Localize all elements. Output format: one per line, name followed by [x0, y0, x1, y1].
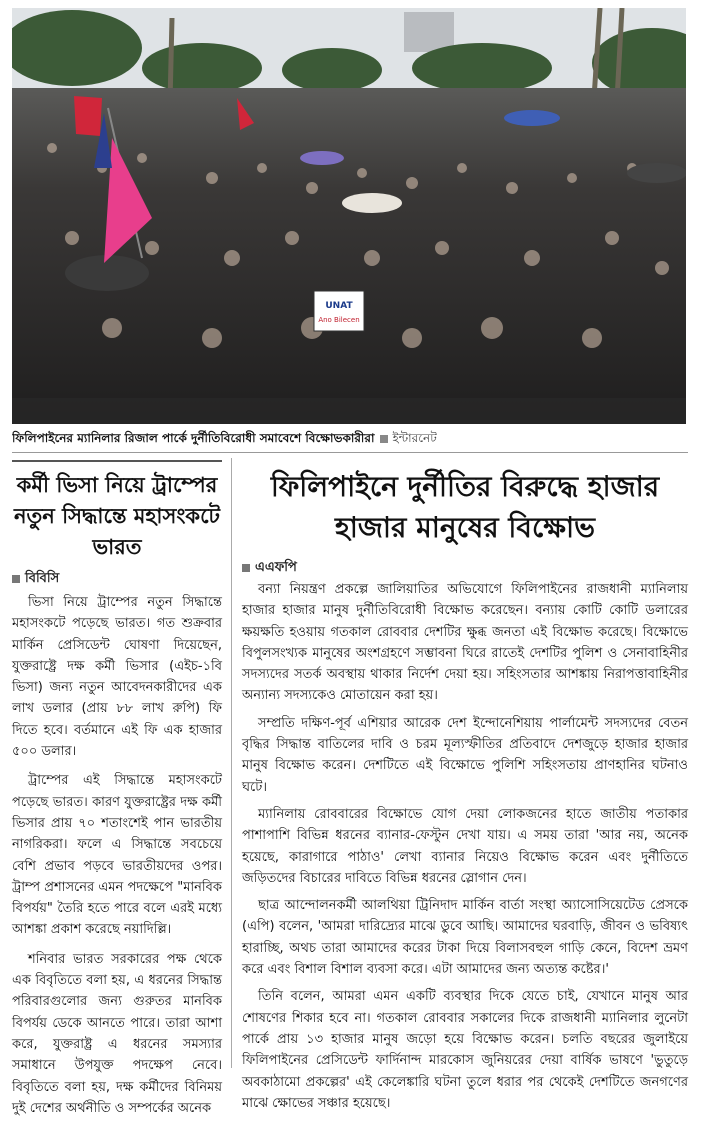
left-source-label: বিবিসি: [25, 571, 60, 586]
left-paragraph: ভিসা নিয়ে ট্রাম্পের নতুন সিদ্ধান্তে মহাসংকটে পড়েছে ভারত। গত শুক্রবার মার্কিন প্রেসিডেন্ট ঘোষণা দিয়েছেন, যুক্তরাষ্ট্রে দক্ষ কর্মী ভিসার (এইচ-১বি ভিসা) জন্য নতুন আবেদনকারীদের এক লাখ ডলার (প্রায় ৮৮ লাখ রুপি) ফি দিতে হবে। বর্তমানে এই ফি এক হাজার ৫০০ ডলার।: [12, 595, 222, 760]
protest-sign: [314, 291, 364, 331]
left-paragraph: ট্রাম্পের এই সিদ্ধান্তে মহাসংকটে পড়েছে ভারত। কারণ যুক্তরাষ্ট্রের দক্ষ কর্মী ভিসার প্রায় ৭০ শতাংশেই পান ভারতীয় নাগরিকরা। ফলে এ সিদ্ধান্তে সবচেয়ে বেশি প্রভাব পড়বে ভারতীয়দের ওপর। ট্রাম্প প্রশাসনের এমন পদক্ষেপে "মানবিক বিপর্যয়" তৈরি হতে পারে বলে এরই মধ্যে আশঙ্কা প্রকাশ করেছে নয়াদিল্লি।: [12, 773, 222, 938]
column-divider: [231, 458, 232, 1068]
right-paragraph: সম্প্রতি দক্ষিণ-পূর্ব এশিয়ার আরেক দেশ ইন্দোনেশিয়ায় পার্লামেন্ট সদস্যদের বেতন বৃদ্ধির সিদ্ধান্ত বাতিলের দাবি ও চরম মূল্যস্ফীতির প্রতিবাদে দেশজুড়ে হাজার হাজার মানুষ বিক্ষোভ করেন। দেশটিতে এই বিক্ষোভে পুলিশি সহিংসতায় প্রাণহানির ঘটনাও ঘটে।: [242, 715, 688, 795]
right-headline: ফিলিপাইনে দুর্নীতির বিরুদ্ধে হাজার হাজার মানুষের বিক্ষোভ: [270, 470, 660, 544]
right-source-label: এএফপি: [255, 560, 297, 575]
sign-text-1: UNAT: [325, 301, 353, 311]
right-paragraph: তিনি বলেন, আমরা এমন একটি ব্যবস্থার দিকে যেতে চাই, যেখানে মানুষ আর শোষণের শিকার হবে না। গতকাল রোববার সকালের দিকে রাজধানী ম্যানিলার লুনেটা পার্কে প্রায় ১৩ হাজার মানুষ জড়ো হয়ে বিক্ষোভ করেন। চলতি বছরের জুলাইয়ে ফিলিপাইনের প্রেসিডেন্ট ফার্দিনান্দ মারকোস জুনিয়রের দেয়া বার্ষিক ভাষণে 'ভুতুড়ে অবকাঠামো প্রকল্পের' এই কেলেঙ্কারি ঘটনা তুলে ধরার পর থেকেই দেশটিতে জনগণের মাঝে ক্ষোভের সঞ্চার হয়েছে।: [242, 989, 688, 1111]
left-headline: কর্মী ভিসা নিয়ে ট্রাম্পের নতুন সিদ্ধান্তে মহাসংকটে ভারত: [14, 473, 220, 559]
right-paragraph: ছাত্র আন্দোলনকর্মী আলথিয়া ট্রিনিদাদ মার্কিন বার্তা সংস্থা অ্যাসোসিয়েটেড প্রেসকে (এপি) বলেন, 'আমরা দারিদ্র্যের মাঝে ডুবে আছি। আমাদের ঘরবাড়ি, জীবন ও ভবিষ্যৎ হারাচ্ছি, অথচ তারা আমাদের করের টাকা দিয়ে বিলাসবহুল গাড়ি কেনে, বিদেশ ভ্রমণ করে এবং বিশাল বিশাল ব্যবসা করে। এটা আমাদের জন্য অত্যন্ত কষ্টের।': [242, 898, 688, 978]
sign-text-2: Ano Bilecen: [318, 316, 360, 324]
caption-text: ফিলিপাইনের ম্যানিলার রিজাল পার্কে দুর্নীতিবিরোধী সমাবেশে বিক্ষোভকারীরা: [12, 431, 375, 445]
right-article: [242, 466, 688, 1120]
caption-credit: ইন্টারনেট: [392, 431, 437, 445]
right-source: [242, 558, 688, 579]
caption-square-icon: [380, 435, 388, 443]
bullet-icon: [12, 575, 20, 583]
left-article: [12, 470, 222, 1127]
bullet-icon: [242, 564, 250, 572]
protest-photo: [12, 8, 686, 424]
left-column-rule: [12, 460, 222, 462]
right-paragraph: বন্যা নিয়ন্ত্রণ প্রকল্পে জালিয়াতির অভিযোগে ফিলিপাইনের রাজধানী ম্যানিলায় হাজার হাজার মানুষ দুর্নীতিবিরোধী বিক্ষোভ করেছেন। বন্যায় কোটি কোটি ডলারের ক্ষয়ক্ষতি হওয়ায় গতকাল রোববার দেশটির ক্ষুব্ধ জনতা এই বিক্ষোভ করেছে। বিক্ষোভে বিপুলসংখ্যক মানুষের অংশগ্রহণে সম্ভাবনা ঘিরে রাতেই দেশটির পুলিশ ও সেনাবাহিনীর সদস্যদের সতর্ক অবস্থায় থাকার নির্দেশ দেয়া হয়। সহিংসতার আশঙ্কায় নিরাপত্তাবাহিনীর অন্যান্য সদস্যকেও মোতায়েন করা হয়।: [242, 582, 688, 704]
right-paragraph: ম্যানিলায় রোববারের বিক্ষোভে যোগ দেয়া লোকজনের হাতে জাতীয় পতাকার পাশাপাশি বিভিন্ন ধরনের ব্যানার-ফেস্টুন দেখা যায়। এ সময় তারা 'আর নয়, অনেক হয়েছে, কারাগারে পাঠাও' লেখা ব্যানার নিয়েও বিক্ষোভ করেন এবং দুর্নীতিতে জড়িতদের বিচারের দাবিতে বিভিন্ন ধরনের স্লোগান দেন।: [242, 806, 688, 886]
divider: [12, 452, 688, 453]
left-source: [12, 569, 222, 590]
left-paragraph: শনিবার ভারত সরকারের পক্ষ থেকে এক বিবৃতিতে বলা হয়, এ ধরনের সিদ্ধান্ত পরিবারগুলোর জন্য গুরুতর মানবিক বিপর্যয় ডেকে আনতে পারে। তারা আশা করে, যুক্তরাষ্ট্র এ ধরনের সমস্যার সমাধানে উপযুক্ত পদক্ষেপ নেবে। বিবৃতিতে বলা হয়, দক্ষ কর্মীদের বিনিময় দুই দেশের অর্থনীতি ও সম্পর্কের অনেক: [12, 951, 222, 1116]
building: [404, 12, 454, 52]
photo-caption: [12, 430, 688, 450]
